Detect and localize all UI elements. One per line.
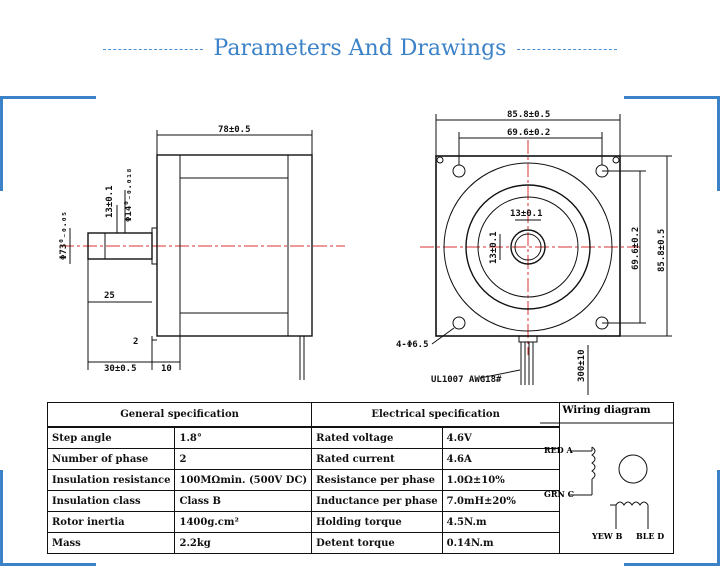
dim-length: 78±0.5: [218, 125, 251, 135]
side-view-drawing: [60, 130, 345, 380]
electrical-label: Holding torque: [312, 512, 442, 533]
dim-flat-width: 13±0.1: [510, 209, 543, 219]
dim-flange-thickness: 10: [161, 364, 172, 374]
dim-outer-width: 85.8±0.5: [507, 110, 551, 120]
electrical-label: Rated current: [312, 449, 442, 470]
general-value: 1400g.cm²: [175, 512, 312, 533]
dim-flat-height: 13±0.1: [489, 231, 499, 264]
electrical-value: 4.6A: [442, 449, 559, 470]
electrical-label: Resistance per phase: [312, 470, 442, 491]
wiring-title: Wiring diagram: [562, 405, 651, 416]
general-label: Rotor inertia: [48, 512, 175, 533]
wiring-diagram: [540, 403, 673, 553]
wire-label-d: BLE D: [636, 531, 665, 541]
wire-label: UL1007 AWG18#: [431, 375, 502, 385]
dim-lead-length: 300±10: [577, 349, 587, 382]
electrical-value: 4.6V: [442, 427, 559, 448]
electrical-label: Inductance per phase: [312, 491, 442, 512]
electrical-label: Detent torque: [312, 533, 442, 554]
dim-front-length: 30±0.5: [104, 364, 137, 374]
dim-outer-height: 85.8±0.5: [657, 228, 667, 272]
general-spec-header: General specification: [48, 403, 312, 428]
page-title: Parameters And Drawings: [213, 36, 507, 61]
electrical-value: 7.0mH±20%: [442, 491, 559, 512]
electrical-value: 4.5N.m: [442, 512, 559, 533]
electrical-label: Rated voltage: [312, 427, 442, 448]
general-value: 2: [175, 449, 312, 470]
wire-label-a: RED A: [544, 445, 573, 455]
dim-hole-spacing-height: 69.6±0.2: [631, 226, 641, 270]
wire-label-b: YEW B: [592, 531, 623, 541]
general-label: Number of phase: [48, 449, 175, 470]
dim-shaft-length: 25: [104, 291, 115, 301]
dim-boss-height: 2: [133, 337, 139, 347]
dim-boss-dia: Φ73⁰₋₀.₀₅: [59, 211, 69, 260]
electrical-value: 0.14N.m: [442, 533, 559, 554]
general-value: Class B: [175, 491, 312, 512]
electrical-value: 1.0Ω±10%: [442, 470, 559, 491]
general-value: 1.8°: [175, 427, 312, 448]
general-label: Insulation resistance: [48, 470, 175, 491]
dim-shaft-flat: 13±0.1: [105, 185, 115, 218]
dim-mount-holes: 4-Φ6.5: [396, 340, 429, 350]
dim-shaft-dia: Φ14⁰₋₀.₀₁₈: [124, 167, 134, 222]
electrical-spec-header: Electrical specification: [312, 403, 560, 428]
general-label: Insulation class: [48, 491, 175, 512]
wire-label-c: GRN C: [544, 489, 574, 499]
general-label: Step angle: [48, 427, 175, 448]
general-value: 2.2kg: [175, 533, 312, 554]
dim-hole-spacing-width: 69.6±0.2: [507, 128, 551, 138]
general-value: 100MΩmin. (500V DC): [175, 470, 312, 491]
general-label: Mass: [48, 533, 175, 554]
